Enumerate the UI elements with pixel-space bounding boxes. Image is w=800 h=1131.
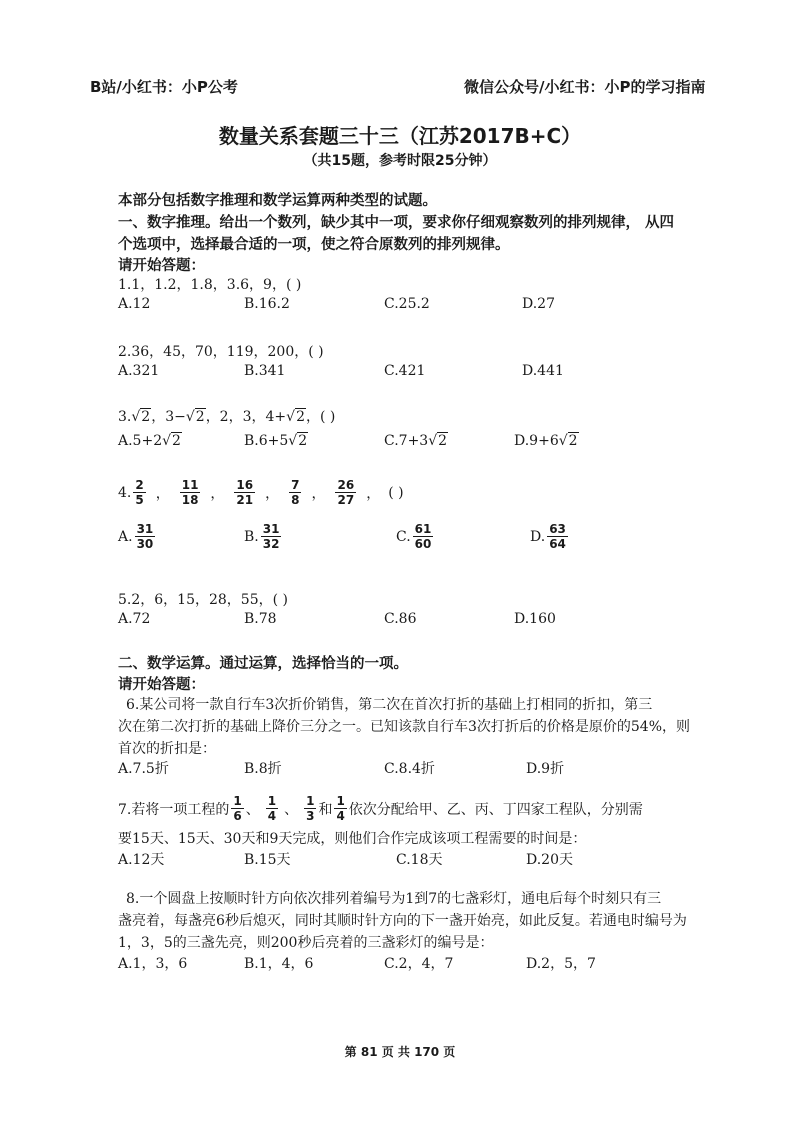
question-8-line-2: 盏亮着，每盏亮6秒后熄灭，同时其顺时针方向的下一盏开始亮，如此反复。若通电时编号为 (118, 913, 687, 929)
sqrt-2: √2 (286, 409, 305, 425)
question-7-option-b: B.15天 (244, 852, 291, 868)
fraction: $\frac{11}{18}$ (181, 478, 199, 507)
question-5-option-b: B.78 (244, 611, 277, 627)
header-right: 微信公众号/小红书：小P的学习指南 (464, 78, 706, 96)
question-1-stem: 1.1，1.2，1.8，3.6，9，( ) (118, 277, 302, 293)
question-6-option-b: B.8折 (244, 761, 282, 777)
section-2-start: 请开始答题： (118, 677, 205, 693)
question-5-option-a: A.72 (118, 611, 151, 627)
question-4-option-a: A. $\frac{31}{30}$ (118, 522, 154, 551)
question-4-option-b: B. $\frac{31}{32}$ (244, 522, 280, 551)
fraction: $\frac{1}{4}$ (267, 794, 277, 823)
page-number: 第 81 页 共 170 页 (344, 1045, 456, 1059)
question-6-option-d: D.9折 (526, 761, 565, 777)
question-6-line-3: 首次的折扣是： (118, 741, 216, 757)
question-2-stem: 2.36，45，70，119，200，( ) (118, 344, 324, 360)
question-6-line-2: 次在第二次打折的基础上降价三分之一。已知该款自行车3次打折后的价格是原价的54%，则 (118, 719, 691, 735)
question-3-option-a: A.5+2√2 (118, 433, 181, 449)
question-8-option-a: A.1，3，6 (118, 956, 188, 972)
question-8-option-d: D.2，5，7 (526, 956, 596, 972)
question-1-option-d: D.27 (522, 296, 555, 312)
question-5-stem: 5.2，6，15，28，55，( ) (118, 592, 288, 608)
question-7-line-2: 要15天、15天、30天和9天完成，则他们合作完成该项工程需要的时间是： (118, 831, 587, 847)
sqrt-2: √2 (131, 409, 151, 425)
question-8-option-c: C.2，4，7 (384, 956, 454, 972)
question-7-line-1: 7.若将一项工程的 $\frac{1}{6}$ 、 $\frac{1}{4}$ 、 $\frac{1}{3}$ 和 $\frac{1}{4}$ 依次分配给甲、乙、丙、丁四家工程队，分别需 (118, 794, 643, 823)
question-2-option-c: C.421 (384, 363, 426, 379)
question-7-option-c: C.18天 (396, 852, 443, 868)
question-5-option-c: C.86 (384, 611, 417, 627)
header-left: B站/小红书：小P公考 (90, 78, 238, 96)
page-title: 数量关系套题三十三（江苏2017B+C） (218, 124, 582, 148)
question-2-option-d: D.441 (522, 363, 564, 379)
fraction: $\frac{1}{3}$ (306, 794, 315, 823)
question-5-option-d: D.160 (514, 611, 556, 627)
question-7-option-d: D.20天 (526, 852, 573, 868)
fraction: $\frac{2}{5}$ (135, 478, 144, 507)
intro-line-3: 个选项中，选择最合适的一项，使之符合原数列的排列规律。 (118, 237, 510, 253)
fraction: $\frac{1}{4}$ (336, 794, 345, 823)
question-8-line-1: 8.一个圆盘上按顺时针方向依次排列着编号为1到7的七盏彩灯，通电后每个时刻只有三 (126, 891, 662, 907)
question-3-option-b: B.6+5√2 (244, 433, 308, 449)
question-6-line-1: 6.某公司将一款自行车3次折价销售，第二次在首次打折的基础上打相同的折扣，第三 (126, 697, 653, 713)
question-3-option-d: D.9+6√2 (514, 433, 578, 449)
question-8-line-3: 1，3，5的三盏先亮，则200秒后亮着的三盏彩灯的编号是： (118, 935, 494, 951)
question-2-option-a: A.321 (118, 363, 160, 379)
fraction: $\frac{16}{21}$ (236, 478, 254, 507)
section-2-heading: 二、数学运算。通过运算，选择恰当的一项。 (118, 656, 408, 672)
question-6-option-c: C.8.4折 (384, 761, 435, 777)
question-1-option-b: B.16.2 (244, 296, 290, 312)
question-8-option-b: B.1，4，6 (244, 956, 314, 972)
intro-line-1: 本部分包括数字推理和数学运算两种类型的试题。 (118, 193, 437, 209)
fraction: $\frac{7}{8}$ (291, 478, 300, 507)
question-1-option-c: C.25.2 (384, 296, 430, 312)
question-4-option-c: C. $\frac{61}{60}$ (396, 522, 432, 551)
fraction: $\frac{26}{27}$ (337, 478, 355, 507)
intro-start: 请开始答题： (118, 258, 205, 274)
question-3-stem: 3.√2，3−√2，2，3，4+√2，( ) (118, 409, 336, 425)
sqrt-2: √2 (185, 409, 205, 425)
question-2-option-b: B.341 (244, 363, 286, 379)
question-1-option-a: A.12 (118, 296, 151, 312)
page-subtitle: （共15题，参考时限25分钟） (303, 153, 497, 169)
fraction: $\frac{1}{6}$ (233, 794, 242, 823)
question-4-stem: 4. $\frac{2}{5}$ ， $\frac{11}{18}$ ， $\frac{16}{21}$ ， $\frac{7}{8}$ ， $\frac{26}{27}$ ， ( ) (118, 478, 404, 507)
question-3-option-c: C.7+3√2 (384, 433, 448, 449)
question-4-option-d: D. $\frac{63}{64}$ (530, 522, 566, 551)
question-6-option-a: A.7.5折 (118, 761, 169, 777)
intro-line-2: 一、数字推理。给出一个数列，缺少其中一项，要求你仔细观察数列的排列规律， 从四 (118, 215, 675, 231)
question-7-option-a: A.12天 (118, 852, 165, 868)
